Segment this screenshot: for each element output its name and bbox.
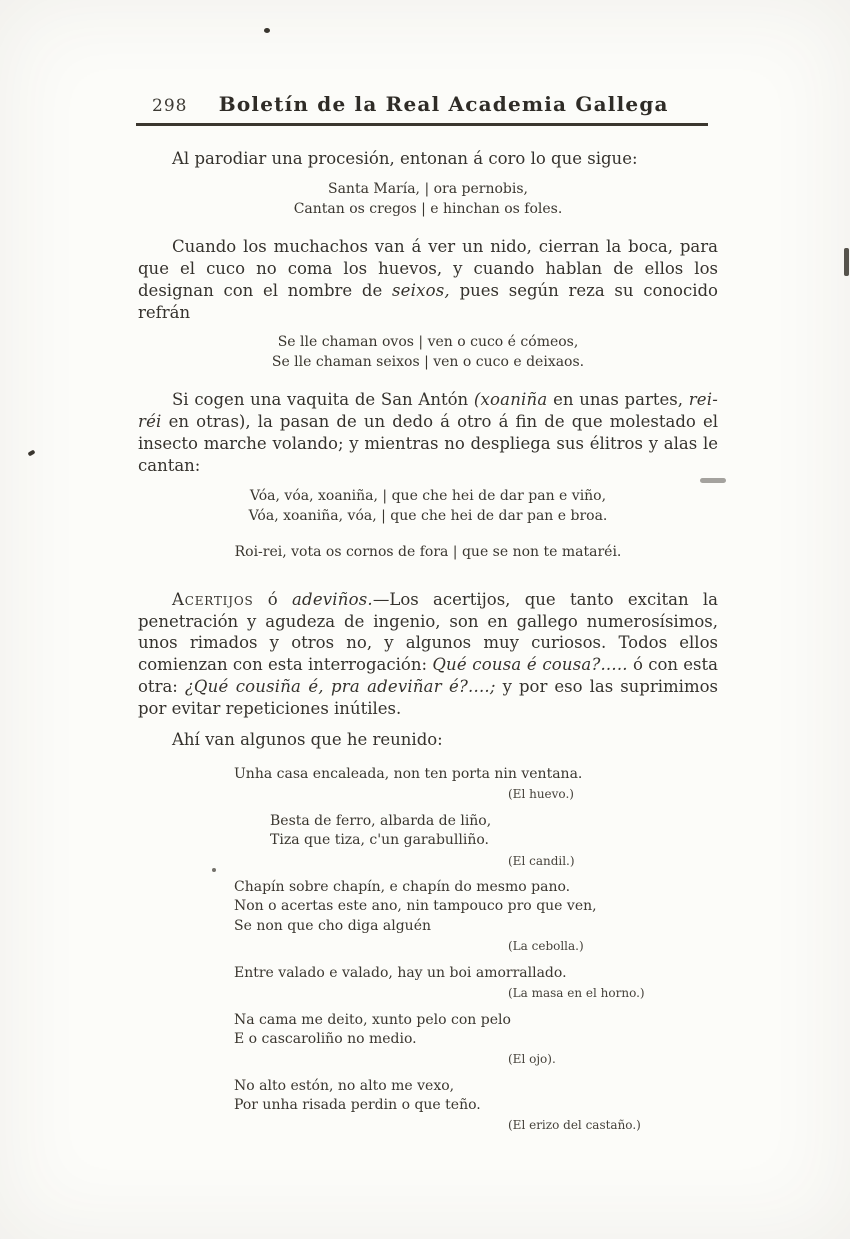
riddle-line: E o cascaroliño no medio. xyxy=(234,1030,417,1047)
riddle xyxy=(138,1077,718,1134)
text-run: en unas partes, xyxy=(547,390,689,410)
riddle-line: Besta de ferro, albarda de liño, xyxy=(270,812,492,829)
text-run-italic: seixos, xyxy=(391,280,450,300)
paragraph-cuco xyxy=(138,236,718,324)
text-run: ó con esta otra: xyxy=(138,655,718,697)
riddle xyxy=(138,964,718,1002)
riddle xyxy=(138,812,718,869)
riddle-line: Por unha risada perdin o que teño. xyxy=(234,1096,481,1113)
verse-cuco xyxy=(138,333,718,373)
riddle xyxy=(138,1011,718,1068)
riddles-section xyxy=(138,765,718,1134)
scan-artifact xyxy=(844,248,849,276)
scan-artifact xyxy=(212,868,216,872)
riddle-line: Chapín sobre chapín, e chapín do mesmo pano. xyxy=(234,879,571,896)
text-run: Ahí van algunos que he reunido: xyxy=(172,730,443,750)
verse-line: Cantan os cregos | e hinchan os foles. xyxy=(293,200,563,217)
text-run: y por eso las suprimimos por evitar repeticiones inútiles. xyxy=(138,677,719,719)
riddle-answer: (El candil.) xyxy=(508,853,575,868)
scan-artifact xyxy=(700,478,726,483)
riddle-answer: (La cebolla.) xyxy=(508,939,584,954)
section-term: Acertijos xyxy=(172,589,254,609)
text-run-italic: ¿Qué cousiña é, pra adeviñar é?....; xyxy=(184,677,496,697)
text-run-italic: rei-réi xyxy=(138,390,719,432)
spacer xyxy=(138,563,718,589)
verse-line: Vóa, vóa, xoaniña, | que che hei de dar pan e viño, xyxy=(249,487,607,504)
riddle-line: Unha casa encaleada, non ten porta nin ventana. xyxy=(234,766,583,783)
verse-line: Santa María, | ora pernobis, xyxy=(327,180,529,197)
riddle xyxy=(138,878,718,954)
verse-line: Vóa, xoaniña, vóa, | que che hei de dar pan e broa. xyxy=(248,507,608,524)
riddle-answer: (El huevo.) xyxy=(508,787,574,802)
text-run: Si cogen una vaquita de San Antón xyxy=(172,390,474,410)
verse-xoanina xyxy=(138,487,718,527)
text-run-italic: (xoaniña xyxy=(473,390,548,410)
text-run: Cuando los muchachos van á ver un nido, cierran la boca, para que el cuco no coma los huevos, y cuando hablan de ellos los designan con el nombre de xyxy=(138,236,718,300)
text-run: en otras), la pasan de un dedo á otro á fin de que molestado el insecto marche volando; y mientras no despliega sus élitros y alas le cantan: xyxy=(138,412,718,475)
page-header xyxy=(0,0,850,116)
paragraph-acertijos xyxy=(138,589,718,721)
riddle-line: Na cama me deito, xunto pelo con pelo xyxy=(234,1011,511,1028)
verse-line: Se lle chaman seixos | ven o cuco e deixaos. xyxy=(271,354,585,371)
paragraph-ahi-van xyxy=(138,729,718,751)
page-content xyxy=(0,126,850,1134)
text-run: pues según reza su conocido refrán xyxy=(138,280,718,322)
journal-title: Boletín de la Real Academia Gallega xyxy=(218,92,669,116)
text-run: ó xyxy=(253,589,293,609)
text-run: —Los acertijos, que tanto excitan la penetración y agudeza de ingenio, son en gallego numerosísimos, unos rimados y otros no, y algunos muy curiosos. Todos ellos comienzan con esta interrogación: xyxy=(138,589,718,675)
riddle-lines xyxy=(234,878,718,936)
riddle-line: No alto estón, no alto me vexo, xyxy=(234,1077,455,1094)
verse-santa-maria xyxy=(138,180,718,220)
riddle-lines xyxy=(234,765,718,784)
riddle-line: Non o acertas este ano, nin tampouco pro que ven, xyxy=(234,898,597,915)
riddle-line: Entre valado e valado, hay un boi amorrallado. xyxy=(234,964,567,981)
riddle-line: Tiza que tiza, c'un garabulliño. xyxy=(270,832,490,849)
riddle-line: Se non que cho diga alguén xyxy=(234,917,431,934)
riddle-lines xyxy=(234,1011,718,1050)
riddle-lines xyxy=(234,1077,718,1116)
scan-artifact xyxy=(264,28,270,33)
riddle-lines xyxy=(270,812,718,851)
text-run: Al parodiar una procesión, entonan á coro lo que sigue: xyxy=(172,149,638,168)
riddle xyxy=(138,765,718,803)
riddle-lines xyxy=(234,964,718,983)
verse-line: Roi-rei, vota os cornos de fora | que se non te mataréi. xyxy=(234,543,622,560)
riddle-answer: (El ojo). xyxy=(508,1052,556,1067)
verse-line: Se lle chaman ovos | ven o cuco é cómeos, xyxy=(277,334,579,351)
verse-roirei xyxy=(138,543,718,563)
paragraph-vaquita xyxy=(138,389,718,477)
text-run-italic: adeviños. xyxy=(292,589,373,609)
text-run-italic: Qué cousa é cousa?..... xyxy=(432,655,628,675)
paragraph-procession xyxy=(138,148,718,170)
riddle-answer: (La masa en el horno.) xyxy=(508,985,645,1000)
riddle-answer: (El erizo del castaño.) xyxy=(508,1118,641,1133)
page-number: 298 xyxy=(152,96,188,116)
